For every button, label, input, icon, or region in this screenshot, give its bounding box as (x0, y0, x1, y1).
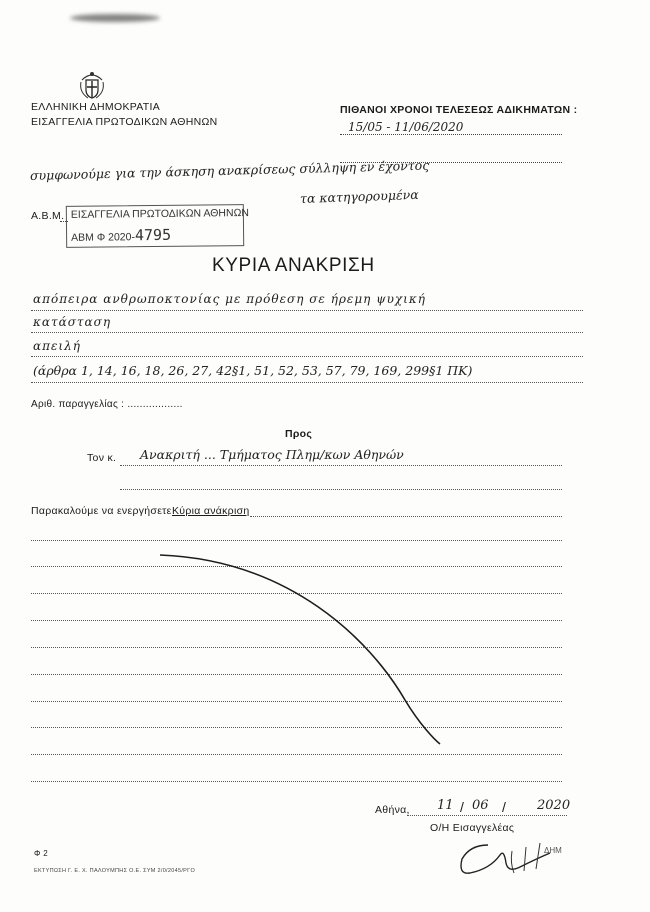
office-name: ΕΙΣΑΓΓΕΛΙΑ ΠΡΩΤΟΔΙΚΩΝ ΑΘΗΝΩΝ (31, 116, 218, 128)
footer-role: Ο/Η Εισαγγελέας (430, 822, 515, 834)
footer-date-rule (407, 815, 567, 816)
recipient-value: Ανακριτή ... Τμήματος Πλημ/κων Αθηνών (140, 447, 404, 462)
abm-label: Α.Β.Μ. (31, 210, 65, 222)
stamp-number: 4795 (134, 225, 172, 245)
handwritten-note-line1: συμφωνούμε για την άσκηση ανακρίσεως σύλληψη εν έχοντος (29, 157, 430, 183)
document-title: ΚΥΡΙΑ ΑΝΑΚΡΙΣΗ (212, 255, 375, 276)
country-name: ΕΛΛΗΝΙΚΗ ΔΗΜΟΚΡΑΤΙΑ (31, 101, 161, 113)
date-slash-1: / (460, 799, 464, 815)
stamp-prefix: ΑΒΜ Φ 2020- (71, 231, 136, 244)
form-code: Φ 2 (34, 849, 48, 858)
charge-line-1: απόπειρα ανθρωποκτονίας με πρόθεση σε ήρεμη ψυχική (33, 292, 426, 306)
footer-city: Αθήνα, (375, 804, 410, 816)
request-text: Παρακαλούμε να ενεργήσετε (31, 505, 172, 517)
svg-text:ΔΗΜ: ΔΗΜ (544, 846, 562, 855)
handwritten-note-line2: τα κατηγορουμένα (299, 186, 419, 206)
date-slash-2: / (502, 799, 506, 815)
footer-day: 11 (437, 798, 454, 813)
charge-line-4: (άρθρα 1, 14, 16, 18, 26, 27, 42§1, 51, 52, 53, 57, 79, 169, 299§1 ΠΚ) (33, 363, 473, 378)
printer-credit: ΕΚΤΥΠΩΣΗ Γ. Ε. Χ. ΠΑΛΟΥΜΠΗΣ Ο.Ε. ΣΥΜ 2/0/2045/ΡΓΟ (34, 868, 196, 874)
charge-line-2: κατάσταση (33, 315, 112, 329)
offence-dates: 15/05 - 11/06/2020 (348, 120, 464, 134)
pros-label: Προς (285, 428, 313, 440)
order-number-label: Αριθ. παραγγελίας : .................. (31, 399, 183, 410)
prosecutor-signature (440, 833, 580, 881)
footer-year: 2020 (537, 798, 571, 813)
offence-times-label: ΠΙΘΑΝΟΙ ΧΡΟΝΟΙ ΤΕΛΕΣΕΩΣ ΑΔΙΚΗΜΑΤΩΝ : (340, 104, 578, 116)
stamp-office: ΕΙΣΑΓΓΕΛΙΑ ΠΡΩΤΟΔΙΚΩΝ ΑΘΗΝΩΝ (70, 207, 250, 221)
footer-month: 06 (472, 798, 489, 813)
charge-line-3: απειλή (33, 339, 81, 353)
request-action: Κύρια ανάκριση (172, 505, 250, 517)
recipient-label: Τον κ. (87, 452, 117, 464)
